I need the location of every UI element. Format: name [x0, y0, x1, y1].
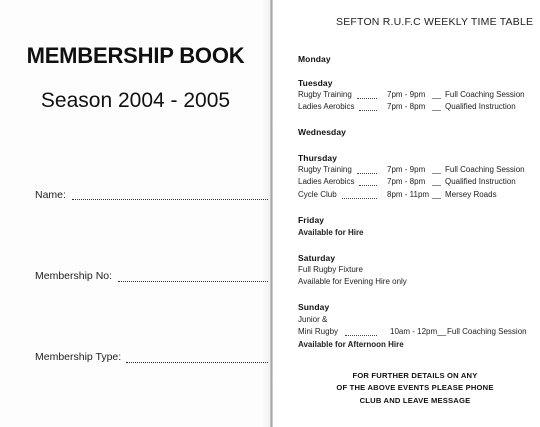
- thursday-activity-2-dots: [359, 185, 377, 186]
- thursday-activity-3-desc: Mersey Roads: [445, 190, 497, 199]
- season-label: Season 2004 - 2005: [40, 89, 231, 112]
- footer-line-2: OF THE ABOVE EVENTS PLEASE PHONE: [336, 383, 494, 392]
- tuesday-activity-1-desc: Full Coaching Session: [445, 90, 525, 99]
- tuesday-activity-2-desc: Qualified Instruction: [445, 102, 516, 111]
- day-monday: Monday: [298, 54, 331, 64]
- day-sunday: Sunday: [298, 302, 330, 312]
- thursday-activity-2-time: 7pm - 8pm: [387, 177, 426, 186]
- membership-type-line[interactable]: [126, 362, 268, 363]
- footer-line-1: FOR FURTHER DETAILS ON ANY: [352, 371, 478, 380]
- thursday-activity-1-desc: Full Coaching Session: [445, 165, 525, 174]
- day-saturday: Saturday: [298, 253, 336, 263]
- thursday-activity-2-name: Ladies Aerobics: [298, 177, 355, 186]
- thursday-activity-1-sep: __: [432, 165, 441, 174]
- day-friday: Friday: [298, 215, 325, 225]
- thursday-activity-3-sep: __: [432, 190, 441, 199]
- tuesday-activity-1-time: 7pm - 9pm: [387, 90, 426, 99]
- name-line[interactable]: [72, 199, 268, 200]
- thursday-activity-3-time: 8pm - 11pm: [387, 190, 430, 199]
- membership-no-line[interactable]: [118, 281, 268, 282]
- thursday-activity-3-name: Cycle Club: [298, 190, 337, 199]
- thursday-activity-2-sep: __: [432, 177, 441, 186]
- membership-type-label: Membership Type:: [35, 351, 122, 363]
- sunday-time: 10am - 12pm: [390, 327, 438, 336]
- thursday-activity-1-name: Rugby Training: [298, 165, 352, 174]
- name-label: Name:: [35, 189, 66, 201]
- sunday-line-2: Mini Rugby: [298, 327, 339, 336]
- sunday-line-1: Junior &: [298, 315, 328, 324]
- thursday-activity-3-dots: [342, 198, 377, 199]
- tuesday-activity-2-name: Ladies Aerobics: [298, 102, 355, 111]
- right-page: [272, 0, 540, 427]
- sunday-note: Available for Afternoon Hire: [298, 340, 404, 349]
- thursday-activity-1-time: 7pm - 9pm: [387, 165, 426, 174]
- timetable-title: SEFTON R.U.F.C WEEKLY TIME TABLE: [336, 16, 534, 28]
- sunday-desc: Full Coaching Session: [447, 327, 527, 336]
- day-wednesday: Wednesday: [298, 127, 346, 137]
- tuesday-activity-1-dots: [357, 98, 377, 99]
- tuesday-activity-2-time: 7pm - 8pm: [387, 102, 426, 111]
- tuesday-activity-1-sep: __: [432, 90, 441, 99]
- friday-note: Available for Hire: [298, 228, 364, 237]
- tuesday-activity-2-dots: [359, 110, 377, 111]
- membership-no-label: Membership No:: [35, 270, 113, 282]
- thursday-activity-2-desc: Qualified Instruction: [445, 177, 516, 186]
- saturday-line-2: Available for Evening Hire only: [298, 277, 407, 286]
- saturday-line-1: Full Rugby Fixture: [298, 265, 363, 274]
- sunday-sep: __: [437, 327, 446, 336]
- thursday-activity-1-dots: [357, 173, 377, 174]
- footer-line-3: CLUB AND LEAVE MESSAGE: [359, 396, 471, 405]
- tuesday-activity-1-name: Rugby Training: [298, 90, 352, 99]
- sunday-dots: [345, 335, 377, 336]
- day-tuesday: Tuesday: [298, 78, 333, 88]
- membership-book-title: MEMBERSHIP BOOK: [26, 43, 245, 68]
- tuesday-activity-2-sep: __: [432, 102, 441, 111]
- day-thursday: Thursday: [298, 153, 338, 163]
